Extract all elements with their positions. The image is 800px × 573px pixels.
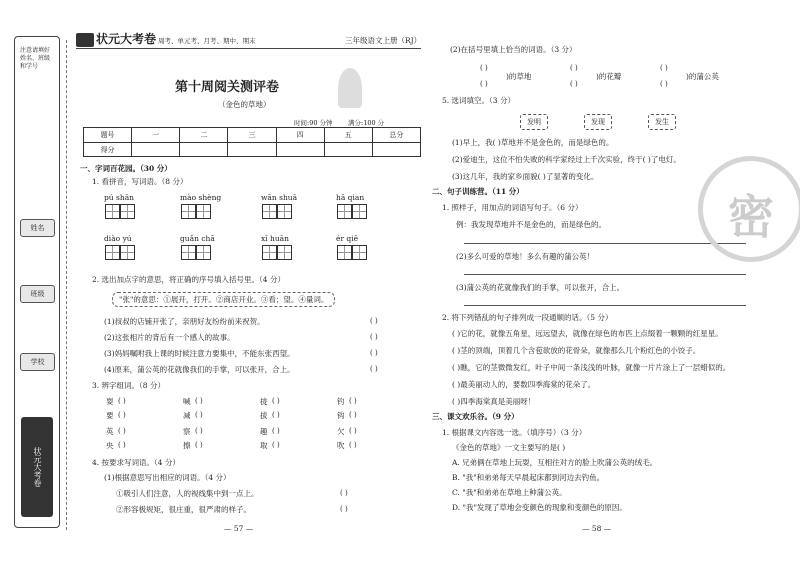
q3-char: 取 xyxy=(260,441,268,450)
answer-paren[interactable]: ( ) xyxy=(195,427,203,435)
answer-paren[interactable]: ( ) xyxy=(660,80,668,88)
char-box[interactable] xyxy=(105,204,120,219)
writing-line[interactable] xyxy=(464,305,746,306)
binding-strip xyxy=(14,36,60,528)
q3-char: 钩 xyxy=(337,411,345,420)
char-box[interactable] xyxy=(337,245,352,260)
answer-paren[interactable]: ( ) xyxy=(118,441,126,449)
q5-item: (2)爱迪生，这位不怕失败的科学家经过上千次实验，终于( )了电灯。 xyxy=(452,155,681,164)
fill-word: )的草地 xyxy=(506,72,532,81)
answer-paren[interactable]: ( ) xyxy=(349,441,357,449)
score-input[interactable] xyxy=(132,143,180,157)
pinyin: mào shèng xyxy=(180,193,222,202)
s2-q2-item: ( )四季海棠真是美丽呀！ xyxy=(452,397,536,406)
pinyin: wān shuā xyxy=(261,193,298,202)
page-number: — 57 — xyxy=(224,524,254,533)
pinyin: pú shān xyxy=(104,193,134,202)
pinyin: ér qiě xyxy=(336,234,359,243)
score-label: 满分:100 分 xyxy=(348,119,385,127)
answer-paren[interactable]: ( ) xyxy=(370,365,378,373)
section-2-heading: 二、句子训练营。（11 分） xyxy=(432,187,524,196)
q3-char: 耍 xyxy=(106,397,114,406)
s2-q2-item: ( )它的花，就像五角星，远远望去，就像在绿色的布匹上点缀着一颗颗的红星星。 xyxy=(452,329,723,338)
cut-line xyxy=(66,40,67,530)
header-subtitle: 周考、单元考、月考、期中、期末 xyxy=(158,37,256,45)
confidential-stamp xyxy=(698,156,800,262)
writing-line[interactable] xyxy=(464,274,746,275)
answer-paren[interactable]: ( ) xyxy=(195,397,203,405)
mascot-icon xyxy=(338,68,362,108)
q3-char: 要 xyxy=(106,411,114,420)
q5-text: 5. 选词填空。（3 分） xyxy=(442,96,515,105)
score-input[interactable] xyxy=(325,143,373,157)
answer-paren[interactable]: ( ) xyxy=(118,427,126,435)
page-subtitle: （金色的草地） xyxy=(218,100,271,109)
answer-paren[interactable]: ( ) xyxy=(349,411,357,419)
answer-paren[interactable]: ( ) xyxy=(272,397,280,405)
score-cell: 二 xyxy=(180,128,228,142)
s2-q2-text: 2. 将下列错乱的句子排列成一段通顺的话。（5 分） xyxy=(442,313,613,322)
answer-paren[interactable]: ( ) xyxy=(340,489,348,497)
answer-paren[interactable]: ( ) xyxy=(480,80,488,88)
q3-char: 察 xyxy=(183,427,191,436)
char-box[interactable] xyxy=(262,245,277,260)
q3-char: 拢 xyxy=(260,397,268,406)
pinyin: guǎn chā xyxy=(180,234,215,243)
page-number: — 58 — xyxy=(582,524,612,533)
q3-char: 欠 xyxy=(337,427,345,436)
char-box[interactable] xyxy=(181,204,196,219)
time-label: 时间:90 分钟 xyxy=(294,119,333,127)
s3-q1-text: 1. 根据课文内容选一选。（填序号）（3 分） xyxy=(442,428,587,437)
q5-item: (1)早上，我( )草地并不是金色的，而是绿色的。 xyxy=(452,138,614,147)
s3-option: B. "我"和弟弟每天早晨起床都到河边去钓鱼。 xyxy=(452,473,605,482)
strip-logo: 状元大考卷 xyxy=(21,417,53,517)
q2-item: (1)叔叔的店铺开张了，亲朋好友纷纷前来祝贺。 xyxy=(104,317,265,326)
answer-paren[interactable]: ( ) xyxy=(370,317,378,325)
char-box[interactable] xyxy=(120,204,135,219)
header-logo: 状元大考卷 xyxy=(96,32,157,46)
q4-sub: (1)根据意思写出相应的词语。（4 分） xyxy=(104,473,231,482)
char-box[interactable] xyxy=(277,245,292,260)
answer-paren[interactable]: ( ) xyxy=(570,80,578,88)
q3-char: 钓 xyxy=(337,397,345,406)
answer-paren[interactable]: ( ) xyxy=(370,349,378,357)
stamp-text: 密 xyxy=(728,190,774,244)
header-book: 三年级语文上册（RJ） xyxy=(345,36,422,45)
score-cell: 得分 xyxy=(84,143,132,157)
s2-example: 例：我发现草地并不是金色的，而是绿色的。 xyxy=(456,220,606,229)
q1-text: 1. 看拼音，写词语。（8 分） xyxy=(92,177,188,186)
school-label: 学校 xyxy=(20,353,55,371)
score-input[interactable] xyxy=(277,143,325,157)
char-box[interactable] xyxy=(196,245,211,260)
score-cell: 总分 xyxy=(389,131,404,139)
score-input[interactable] xyxy=(180,143,228,157)
q3-text: 3. 辨字组词。（8 分） xyxy=(92,381,165,390)
word-tag: 发明 xyxy=(520,114,548,130)
q3-char: 吹 xyxy=(337,441,345,450)
strip-instructions: 注意请填好姓名、班级和学号 xyxy=(20,47,51,70)
answer-paren[interactable]: ( ) xyxy=(340,505,348,513)
name-label: 姓名 xyxy=(20,219,55,237)
s3-q1-stem: 《金色的草地》一文主要写的是( ) xyxy=(452,443,566,452)
q3-char: 减 xyxy=(183,411,191,420)
score-cell: 三 xyxy=(228,128,276,142)
q3-char: 央 xyxy=(106,441,114,450)
page-title: 第十周阅关测评卷 xyxy=(175,80,280,95)
char-box[interactable] xyxy=(120,245,135,260)
q3-char: 趣 xyxy=(260,427,268,436)
answer-paren[interactable]: ( ) xyxy=(118,411,126,419)
q5-item: (3)这几年，我的家乡面貌( )了显著的变化。 xyxy=(452,172,599,181)
q4-item: ②形容极规矩，很庄重，很严肃的样子。 xyxy=(116,505,251,514)
class-label: 班级 xyxy=(20,285,55,303)
score-input[interactable] xyxy=(228,143,276,157)
answer-paren[interactable]: ( ) xyxy=(272,427,280,435)
answer-paren[interactable]: ( ) xyxy=(570,64,578,72)
pinyin: diào yú xyxy=(104,234,132,243)
answer-paren[interactable]: ( ) xyxy=(195,441,203,449)
char-box[interactable] xyxy=(337,204,352,219)
answer-paren[interactable]: ( ) xyxy=(118,397,126,405)
char-box[interactable] xyxy=(277,204,292,219)
char-box[interactable] xyxy=(352,245,367,260)
char-box[interactable] xyxy=(262,204,277,219)
score-cell: 题号 xyxy=(84,128,132,142)
q3-char: 喊 xyxy=(183,397,191,406)
fill-word: )的花瓣 xyxy=(596,72,622,81)
answer-paren[interactable]: ( ) xyxy=(272,441,280,449)
answer-paren[interactable]: ( ) xyxy=(272,411,280,419)
section-1-heading: 一、字词百花园。（30 分） xyxy=(80,164,172,173)
word-tag: 发生 xyxy=(648,114,676,130)
pinyin: hā qian xyxy=(336,193,365,202)
char-box[interactable] xyxy=(196,204,211,219)
score-cell: 四 xyxy=(277,128,325,142)
q2-meaning-box: "张"的意思：①展开，打开。②商店开业。③看；望。④量词。 xyxy=(112,292,335,307)
q2-item: (2)这张相片的背后有一个感人的故事。 xyxy=(104,333,235,342)
s2-item: (3)蒲公英的花就像我们的手掌，可以张开，合上。 xyxy=(456,283,625,292)
score-table xyxy=(83,127,421,157)
q2-item: (3)妈妈嘱咐我上课的时候注意力要集中，不能东张西望。 xyxy=(104,349,295,358)
answer-paren[interactable]: ( ) xyxy=(480,64,488,72)
answer-paren[interactable]: ( ) xyxy=(195,411,203,419)
q2-item: (4)原来，蒲公英的花就像我们的手掌，可以张开，合上。 xyxy=(104,365,295,374)
char-box[interactable] xyxy=(352,204,367,219)
q2-text: 2. 选出加点字的意思，将正确的序号填入括号里。（4 分） xyxy=(92,275,285,284)
fill-word: )的蒲公英 xyxy=(686,72,719,81)
s3-option: A. 兄弟俩在草地上玩耍，互相往对方的脸上吹蒲公英的绒毛。 xyxy=(452,458,658,467)
q3-char: 擦 xyxy=(183,441,191,450)
q4-text: 4. 按要求写词语。（4 分） xyxy=(92,458,180,467)
answer-paren[interactable]: ( ) xyxy=(660,64,668,72)
s3-option: C. "我"和弟弟在草地上种蒲公英。 xyxy=(452,488,567,497)
q3-char: 英 xyxy=(106,427,114,436)
word-tag: 发现 xyxy=(584,114,612,130)
char-box[interactable] xyxy=(181,245,196,260)
answer-paren[interactable]: ( ) xyxy=(370,333,378,341)
q4-item: ①吸引人们注意，人的视线集中到一点上。 xyxy=(116,489,259,498)
q2-2-text: (2)在括号里填上恰当的词语。（3 分） xyxy=(450,45,577,54)
answer-paren[interactable]: ( ) xyxy=(349,397,357,405)
char-box[interactable] xyxy=(105,245,120,260)
score-table-row xyxy=(84,143,420,157)
pinyin: xǐ huān xyxy=(261,234,289,243)
header-rule xyxy=(76,48,421,49)
score-input[interactable] xyxy=(373,143,420,157)
s2-q2-item: ( )茎的顶端，顶着几个含苞欲放的花骨朵，就像那么几个粉红色的小饺子。 xyxy=(452,346,701,355)
score-table-header xyxy=(84,128,420,143)
answer-paren[interactable]: ( ) xyxy=(349,427,357,435)
badge-icon xyxy=(76,33,94,47)
score-cell: 一 xyxy=(132,128,180,142)
q3-char: 拔 xyxy=(260,411,268,420)
score-cell: 五 xyxy=(325,128,373,142)
s2-q2-item: ( )瞧，它的茎微微发红，叶子中间一条浅浅的叶脉，就像一片片涂上了一层蜡似的。 xyxy=(452,363,731,372)
section-3-heading: 三、课文欢乐谷。（9 分） xyxy=(432,412,519,421)
s3-option: D. "我"发现了草地会变颜色的现象和变颜色的原因。 xyxy=(452,503,627,512)
s2-q2-item: ( )最美丽动人的，要数四季海棠的花朵了。 xyxy=(452,380,596,389)
s2-q1-text: 1. 照样子，用加点的词语写句子。（6 分） xyxy=(442,203,583,212)
s2-item: (2)多么可爱的草地！多么有趣的蒲公英！ xyxy=(456,252,595,261)
